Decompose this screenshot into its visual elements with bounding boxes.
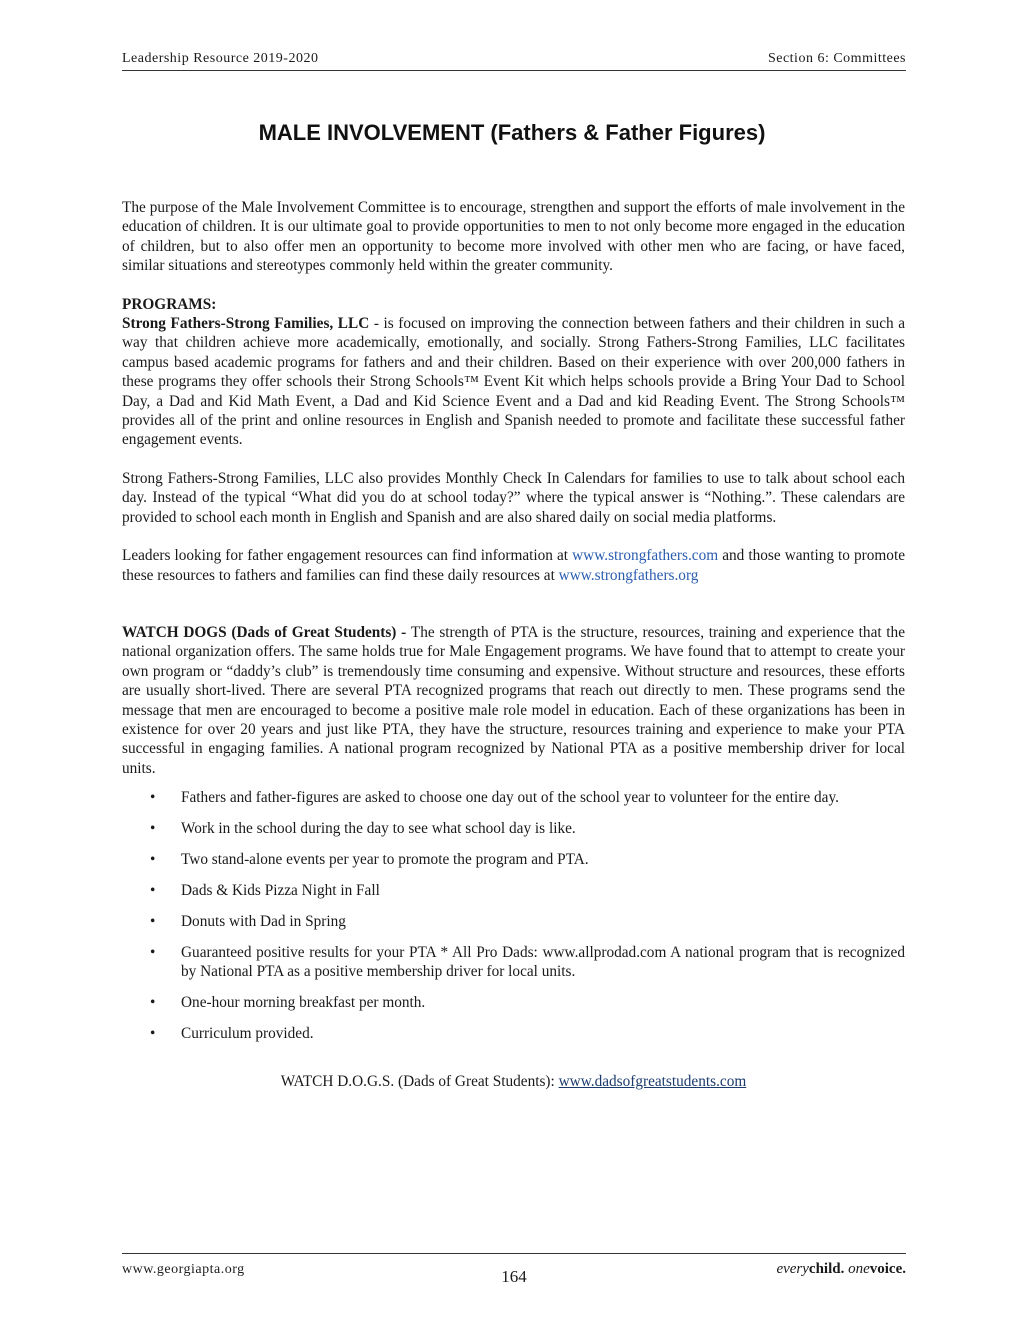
page-number: 164 (501, 1267, 527, 1286)
bullet-icon: • (150, 881, 156, 899)
bullet-icon: • (150, 943, 156, 961)
intro-paragraph: The purpose of the Male Involvement Committee is to encourage, strengthen and support the efforts of male involvement in the education of children. It is our ultimate goal to provide opportunities to men to not only become more engaged in the education of children, but to also offer men an opportunity to become more involved with other men who are facing, or have faced, similar situations and stereotypes commonly held within the greater community. (122, 199, 905, 275)
strong-fathers-name: Strong Fathers-Strong Families, LLC (122, 315, 370, 333)
leaders-paragraph: Leaders looking for father engagement resources can find information at www.strongfathers.com and those wanting to promote these resources to fathers and families can find these daily resources at www.strongfathers.org (122, 547, 905, 584)
bullet-icon: • (150, 912, 156, 930)
strongfathers-org-link[interactable]: www.strongfathers.org (558, 566, 699, 584)
watch-dogs-list (122, 788, 905, 1043)
list-item: • Two stand-alone events per year to promote the program and PTA. (150, 850, 589, 868)
bullet-icon: • (150, 789, 156, 807)
list-item: • Fathers and father-figures are asked to choose one day out of the school year to volunteer for the entire day. (150, 789, 839, 807)
header-left: Leadership Resource 2019-2020 (122, 51, 319, 66)
bullet-icon: • (150, 850, 156, 868)
watch-dogs-paragraph: WATCH DOGS (Dads of Great Students) - The strength of PTA is the structure, resources, training and experience that the national organization offers. The same holds true for Male Engagement programs. We have found that to attempt to create your own program or “daddy’s club” is tremendously time consuming and expensive. Without structure and resources, these efforts are usually short-lived. There are several PTA recognized programs that reach out directly to men. These programs send the message that men are encouraged to become a positive male role model in education. Each of these organizations has been in existence for over 20 years and just like PTA, they have the structure, resources training and experience to make your PTA successful in engaging families. A national program recognized by National PTA as a positive membership driver for local units. (122, 623, 905, 777)
list-item: • Donuts with Dad in Spring (150, 912, 346, 930)
page-title: MALE INVOLVEMENT (Fathers & Father Figures) (258, 120, 766, 145)
list-item: • Dads & Kids Pizza Night in Fall (150, 881, 380, 899)
list-item: • Work in the school during the day to see what school day is like. (150, 820, 576, 838)
bullet-icon: • (150, 994, 156, 1011)
watch-dogs-name: WATCH DOGS (Dads of Great Students) - (122, 623, 411, 641)
strong-fathers-paragraph: Strong Fathers-Strong Families, LLC - is focused on improving the connection between fathers and their children in such a way that children achieve more academically, emotionally, and socially. Strong Fathers-Strong Families, LLC facilitates campus based academic programs for fathers and and their children. Based on their experience with over 200,000 fathers in these programs they offer schools their Strong Schools™ Event Kit which helps schools provide a Bring Your Dad to School Day, a Dad and Kid Math Event, a Dad and Kid Science Event and a Dad and kid Reading Event. The Strong Schools™ provides all of the print and online resources in English and Spanish needed to promote and facilitate these successful father engagement events. (122, 315, 905, 449)
watch-dogs-footer: WATCH D.O.G.S. (Dads of Great Students): www.dadsofgreatstudents.com (280, 1073, 747, 1091)
page-header (122, 50, 906, 71)
page-footer (122, 1253, 906, 1294)
list-item: • Guaranteed positive results for your PTA * All Pro Dads: www.allprodad.com A national program that is recognized by National PTA as a positive membership driver for local units. (150, 943, 905, 981)
header-right: Section 6: Committees (767, 51, 906, 66)
calendars-paragraph: Strong Fathers-Strong Families, LLC also provides Monthly Check In Calendars for families to use to talk about school each day. Instead of the typical “What did you do at school today?” where the typical answer is “Nothing.”. These calendars are provided to school each month in English and Spanish and are also shared daily on social media platforms. (122, 469, 905, 526)
programs-heading: PROGRAMS: (122, 295, 217, 313)
list-item: • Curriculum provided. (150, 1024, 314, 1042)
bullet-icon: • (150, 1024, 156, 1042)
footer-tagline: everychild. onevoice. (776, 1261, 906, 1277)
dadsofgreatstudents-link[interactable]: www.dadsofgreatstudents.com (558, 1073, 747, 1091)
list-item: • One-hour morning breakfast per month. (150, 994, 426, 1011)
main-content (122, 198, 905, 1092)
bullet-icon: • (150, 820, 156, 838)
strongfathers-com-link[interactable]: www.strongfathers.com (572, 547, 719, 565)
footer-site: www.georgiapta.org (122, 1262, 245, 1277)
